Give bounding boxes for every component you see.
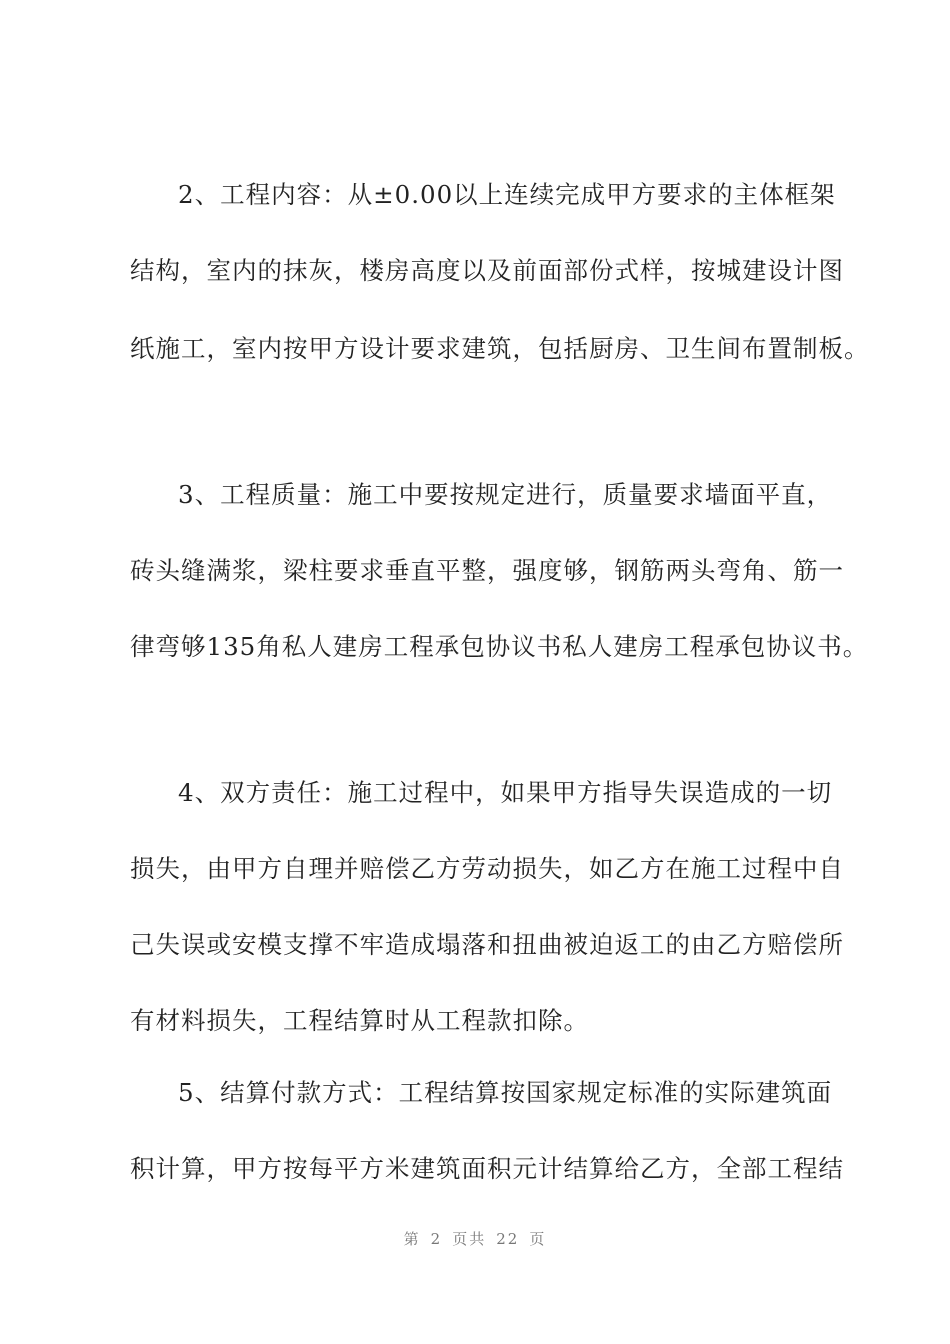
paragraph-3-line-2: 砖头缝满浆，梁柱要求垂直平整，强度够，钢筋两头弯角、筋一 (130, 556, 844, 585)
footer-prefix: 第 (403, 1230, 421, 1248)
paragraph-2-line-1: 2、工程内容：从±0.00以上连续完成甲方要求的主体框架 (178, 180, 836, 209)
paragraph-3-line-1: 3、工程质量：施工中要按规定进行，质量要求墙面平直， (178, 480, 833, 509)
paragraph-4-line-3: 己失误或安模支撑不牢造成塌落和扭曲被迫返工的由乙方赔偿所 (130, 930, 844, 959)
paragraph-4-line-4: 有材料损失，工程结算时从工程款扣除。 (130, 1006, 589, 1035)
footer-current-page: 2 (430, 1230, 443, 1248)
paragraph-4-line-2: 损失，由甲方自理并赔偿乙方劳动损失，如乙方在施工过程中自 (130, 854, 844, 883)
paragraph-4-line-1: 4、双方责任：施工过程中，如果甲方指导失误造成的一切 (178, 778, 833, 807)
paragraph-2-line-3: 纸施工，室内按甲方设计要求建筑，包括厨房、卫生间布置制板。 (130, 334, 870, 363)
paragraph-2-line-2: 结构，室内的抹灰，楼房高度以及前面部份式样，按城建设计图 (130, 256, 844, 285)
paragraph-3-line-3: 律弯够135角私人建房工程承包协议书私人建房工程承包协议书。 (130, 632, 869, 661)
footer-total-pages: 22 (496, 1230, 520, 1248)
page-footer (0, 1228, 950, 1249)
paragraph-5-line-2: 积计算，甲方按每平方米建筑面积元计结算给乙方，全部工程结 (130, 1154, 844, 1183)
footer-middle: 页共 (452, 1230, 487, 1248)
footer-suffix: 页 (529, 1230, 547, 1248)
paragraph-5-line-1: 5、结算付款方式：工程结算按国家规定标准的实际建筑面 (178, 1078, 833, 1107)
